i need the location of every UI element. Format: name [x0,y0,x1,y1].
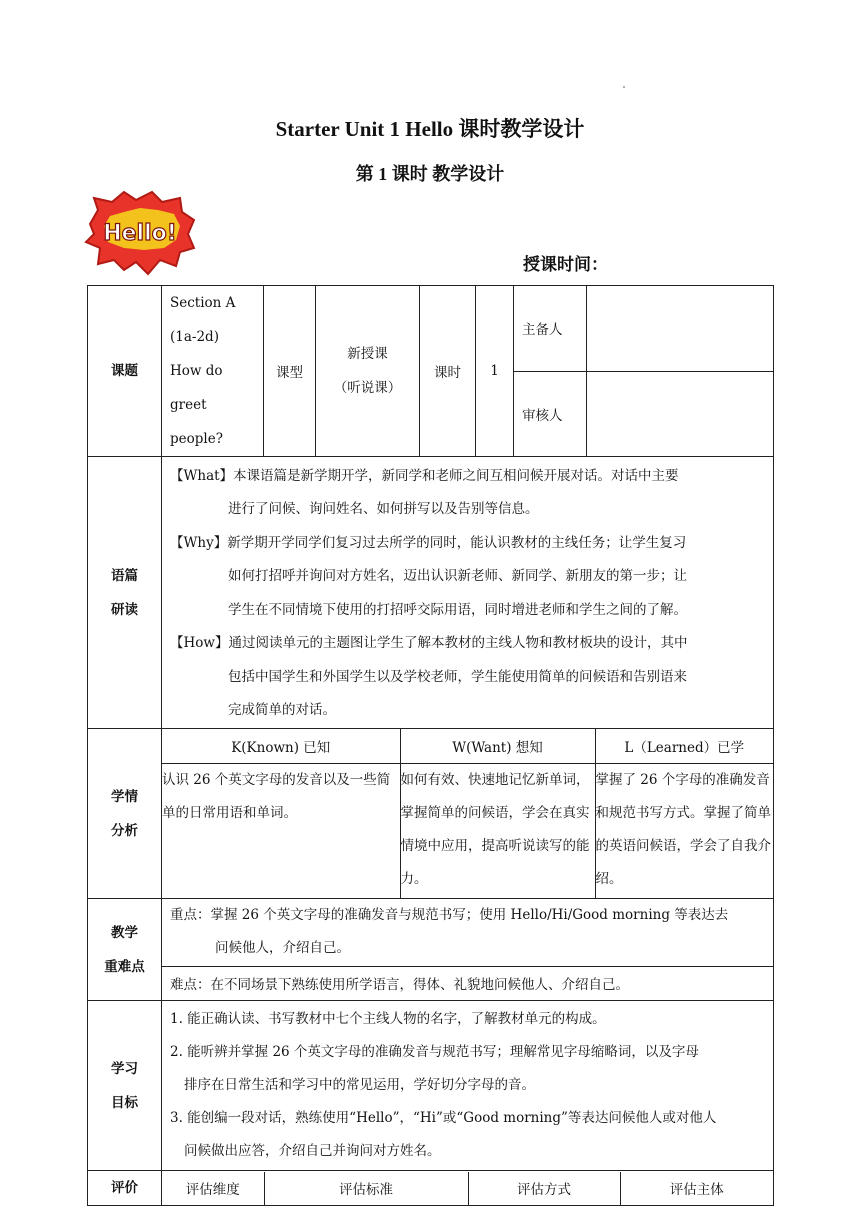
eval-dimension: 评估维度 [162,1172,264,1205]
period-value: 1 [476,286,514,457]
goals-content: 1. 能正确认读、书写教材中七个主线人物的名字，了解教材单元的构成。 2. 能听辨并掌握 26 个英文字母的准确发音与规范书写；理解常见字母缩略词，以及字母 排序在日常生活和学习中的常见运用，学好切分字母的音。 3. 能创编一段对话，熟练使用“Hello”，“Hi”或“Good morning”等表达问候他人或对他人 问候做出应答，介绍自己并询问对方姓名。 [162,1001,774,1171]
page-title: Starter Unit 1 Hello 课时教学设计 [275,117,585,141]
evaluation-cell [162,1171,774,1206]
goal-3: 3. 能创编一段对话，熟练使用“Hello”，“Hi”或“Good morning”等表达问候他人或对他人 [170,1110,717,1126]
eval-standard: 评估标准 [264,1172,468,1205]
evaluation-table [162,1172,773,1205]
how-tag: 【How】 [170,635,229,651]
type-value [316,286,420,457]
evaluation-label: 评价 [88,1171,162,1206]
known-text: 认识 26 个英文字母的发音以及一些简单的日常用语和单词。 [162,763,400,898]
focus-label: 教学 重难点 [88,899,162,1001]
key-points: 重点：掌握 26 个英文字母的准确发音与规范书写；使用 Hello/Hi/Good morning 等表达去 问候他人，介绍自己。 [162,899,773,966]
type-label: 课型 [264,286,316,457]
goal-1: 1. 能正确认读、书写教材中七个主线人物的名字，了解教材单元的构成。 [170,1011,606,1027]
hello-logo [84,190,196,276]
analysis-label: 学情 分析 [88,729,162,899]
page-subtitle: 第 1 课时 教学设计 [355,164,505,184]
what-tag: 【What】 [170,467,234,484]
topic-label: 课题 [88,286,162,457]
reviewer-value[interactable] [587,371,774,457]
preparer-label: 主备人 [514,286,587,372]
type-value-line2: （听说课） [333,380,402,396]
goals-label: 学习 目标 [88,1001,162,1171]
section-cell [162,286,264,457]
reading-content: 【What】本课语篇是新学期开学，新同学和老师之间互相问候开展对话。对话中主要 进行了问候、询问姓名、如何拼写以及告别等信息。 【Why】新学期开学同学们复习过去所学的同时，能认识教材的主线任务；让学生复习 如何打招呼并询问对方姓名，迈出认识新老师、新同学、新朋友的第一步；让 学生在不同情境下使用的打招呼交际用语，同时增进老师和学生之间的了解。 【How】通过阅读单元的主题图让学生了解本教材的主线人物和教材板块的设计，其中 包括中国学生和外国学生以及学校老师，学生能使用简单的问候语和告别语来 完成简单的对话。 [162,457,774,729]
goal-2: 2. 能听辨并掌握 26 个英文字母的准确发音与规范书写；理解常见字母缩略词，以及字母 [170,1044,699,1060]
lesson-plan-table [87,285,774,1206]
kwl-table [162,729,773,898]
want-text: 如何有效、快速地记忆新单词，掌握简单的问候语，学会在真实情境中应用，提高听说读写的能力。 [400,763,595,898]
reviewer-label: 审核人 [514,371,587,457]
svg-text:Hello!: Hello! [103,221,177,246]
eval-subject: 评估主体 [620,1172,773,1205]
lesson-time-label: 授课时间： [523,255,608,275]
focus-table [162,899,773,1000]
eval-method: 评估方式 [468,1172,620,1205]
difficult-points: 难点：在不同场景下熟练使用所学语言，得体、礼貌地问候他人、介绍自己。 [162,966,773,1000]
type-value-line1: 新授课 [347,346,388,362]
kwl-cell [162,729,774,899]
known-header: K(Known) 已知 [162,729,400,763]
want-header: W(Want) 想知 [400,729,595,763]
period-label: 课时 [420,286,476,457]
stray-dot [623,86,625,88]
why-tag: 【Why】 [170,534,228,551]
reading-label: 语篇 研读 [88,457,162,729]
preparer-value[interactable] [587,286,774,372]
learned-header: L（Learned）已学 [595,729,773,763]
section-question: How do greet people? [170,363,223,447]
learned-text: 掌握了 26 个字母的准确发音和规范书写方式。掌握了简单的英语问候语，学会了自我介绍。 [595,763,773,898]
focus-cell [162,899,774,1001]
section-code: Section A (1a-2d) [170,295,236,345]
